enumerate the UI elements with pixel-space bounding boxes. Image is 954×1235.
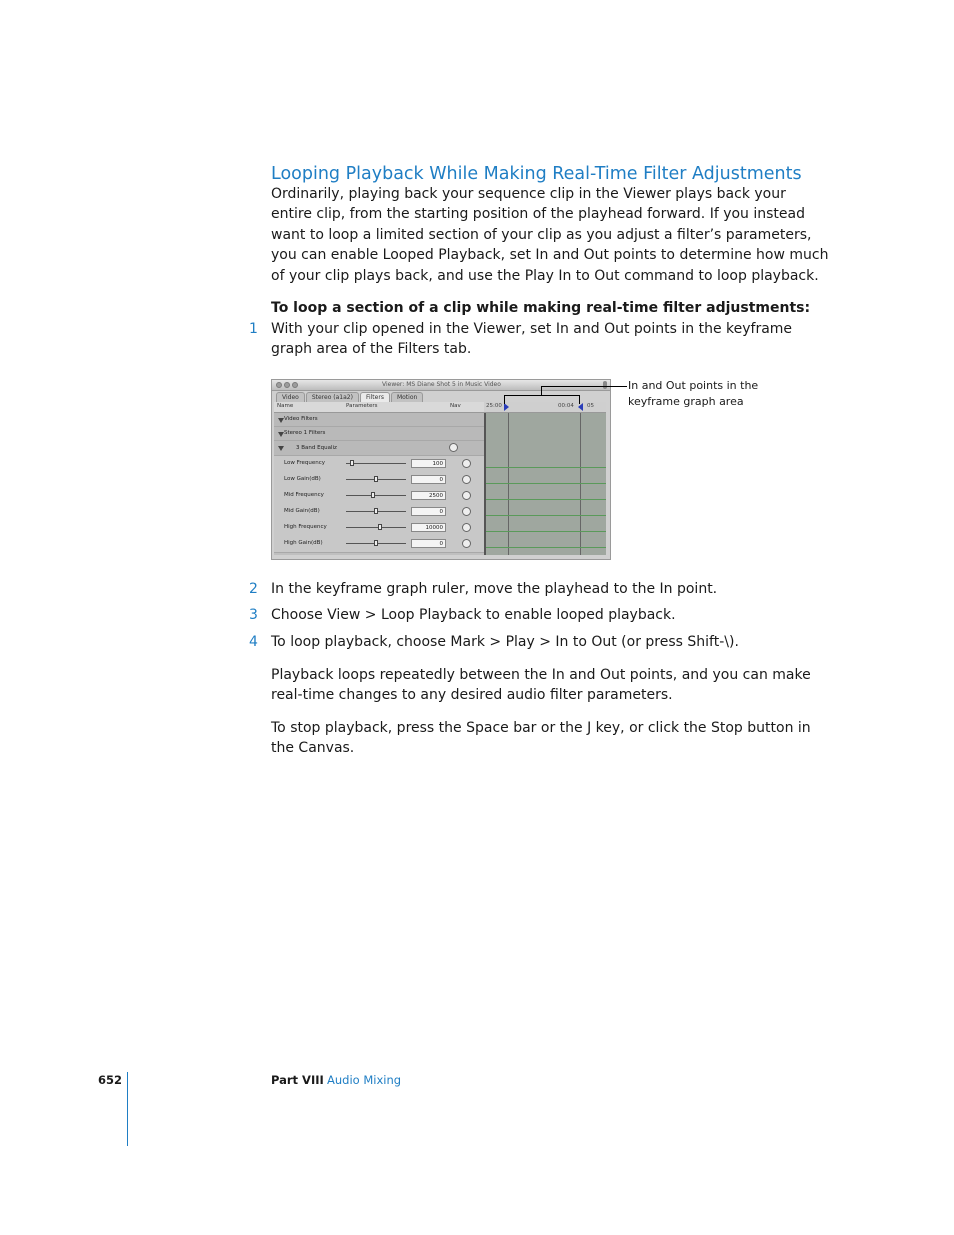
param-slider[interactable]: [346, 495, 406, 496]
callout-leader: [541, 386, 627, 387]
intro-paragraph: Ordinarily, playing back your sequence clip in the Viewer plays back your entire clip, from the starting position of the playhead forward. If you instead want to loop a limited section of your clip as you adjust a filter’s parameters, you can enable Looped Playback, set In and Out points to determine how much of your clip plays back, and use the Play In to Out command to loop playback.: [271, 186, 829, 284]
stop-paragraph: To stop playback, press the Space bar or the J key, or click the Stop button in the Canvas.: [271, 720, 811, 757]
graph-line: [486, 499, 606, 500]
window-title: Viewer: MS Diane Shot 5 in Music Video: [382, 381, 501, 388]
callout-bracket: [579, 395, 580, 404]
keyframe-button-icon[interactable]: [462, 459, 471, 468]
part-title: Audio Mixing: [327, 1073, 402, 1087]
tab-video: Video: [276, 392, 305, 402]
keyframe-ruler: [484, 402, 606, 412]
param-value-field[interactable]: 0: [411, 475, 446, 484]
group-row: [274, 413, 484, 427]
graph-line: [486, 483, 606, 484]
param-name: Mid Frequency: [284, 492, 324, 498]
in-point-marker: [504, 403, 509, 411]
column-nav: Nav: [450, 403, 461, 409]
param-row: [274, 520, 484, 537]
param-value-field[interactable]: 0: [411, 507, 446, 516]
slider-knob[interactable]: [378, 524, 382, 530]
param-slider[interactable]: [346, 527, 406, 528]
param-row: [274, 488, 484, 505]
param-name: High Frequency: [284, 524, 327, 530]
close-window-icon: [276, 382, 282, 388]
param-name: High Gain(dB): [284, 540, 323, 546]
section-heading: Looping Playback While Making Real-Time Filter Adjustments: [271, 164, 802, 184]
graph-line: [486, 515, 606, 516]
filter-row: [274, 441, 484, 456]
keyframe-button-icon[interactable]: [462, 507, 471, 516]
group-row: [274, 427, 484, 441]
footer-rule: [127, 1072, 128, 1146]
step-3-text: Choose View > Loop Playback to enable looped playback.: [271, 607, 676, 623]
slider-knob[interactable]: [374, 540, 378, 546]
ruler-mid-label: 00:04: [558, 403, 574, 409]
group-label: Stereo 1 Filters: [284, 430, 326, 436]
page-number: 652: [98, 1073, 123, 1087]
viewer-tabs: [276, 392, 423, 402]
in-point-line: [508, 413, 509, 555]
ruler-end-label: 05: [587, 403, 594, 409]
resize-grip-icon: [603, 381, 607, 389]
param-slider[interactable]: [346, 463, 406, 464]
slider-knob[interactable]: [374, 476, 378, 482]
tab-filters: Filters: [360, 392, 390, 402]
slider-knob[interactable]: [371, 492, 375, 498]
keyframe-button-icon[interactable]: [462, 475, 471, 484]
filters-tab-screenshot: [271, 379, 611, 560]
group-label: Video Filters: [284, 416, 318, 422]
slider-knob[interactable]: [374, 508, 378, 514]
out-point-marker: [578, 403, 583, 411]
column-parameters: Parameters: [346, 403, 378, 409]
ruler-start-label: 25:00: [486, 403, 502, 409]
param-name: Mid Gain(dB): [284, 508, 320, 514]
param-row: [274, 536, 484, 553]
graph-line: [486, 547, 606, 548]
step-2-text: In the keyframe graph ruler, move the playhead to the In point.: [271, 581, 718, 597]
param-row: [274, 456, 484, 473]
param-name: Low Frequency: [284, 460, 325, 466]
param-value-field[interactable]: 2500: [411, 491, 446, 500]
keyframe-button-icon[interactable]: [462, 539, 471, 548]
filters-content: [274, 402, 606, 555]
result-paragraph: Playback loops repeatedly between the In and Out points, and you can make real-time changes to any desired audio filter parameters.: [271, 667, 811, 704]
param-value-field[interactable]: 10000: [411, 523, 446, 532]
step-4-number: 4: [249, 634, 258, 650]
tab-motion: Motion: [391, 392, 423, 402]
task-title: To loop a section of a clip while making real-time filter adjustments:: [271, 300, 811, 316]
callout-leader: [541, 386, 542, 395]
keyframe-button-icon[interactable]: [462, 523, 471, 532]
param-row: [274, 504, 484, 521]
step-4-text: To loop playback, choose Mark > Play > In to Out (or press Shift-\).: [271, 634, 739, 650]
keyframe-graph: [484, 413, 606, 555]
param-value-field[interactable]: 0: [411, 539, 446, 548]
filter-name: 3 Band Equaliz: [296, 445, 337, 451]
graph-line: [486, 531, 606, 532]
callout-bracket: [504, 395, 505, 404]
step-1-text: With your clip opened in the Viewer, set In and Out points in the keyframe graph area of the Filters tab.: [271, 321, 793, 358]
param-row: [274, 472, 484, 489]
reset-icon: [449, 443, 458, 452]
column-name: Name: [277, 403, 294, 409]
out-point-line: [580, 413, 581, 555]
keyframe-button-icon[interactable]: [462, 491, 471, 500]
zoom-window-icon: [292, 382, 298, 388]
param-slider[interactable]: [346, 479, 406, 480]
callout-bracket: [504, 395, 580, 396]
step-1-number: 1: [249, 321, 258, 337]
param-value-field[interactable]: 100: [411, 459, 446, 468]
param-name: Low Gain(dB): [284, 476, 321, 482]
callout-label: In and Out points in the keyframe graph area: [628, 379, 759, 408]
minimize-window-icon: [284, 382, 290, 388]
param-slider[interactable]: [346, 543, 406, 544]
graph-line: [486, 467, 606, 468]
part-label: Part VIII: [271, 1073, 324, 1087]
step-2-number: 2: [249, 581, 258, 597]
param-slider[interactable]: [346, 511, 406, 512]
step-3-number: 3: [249, 607, 258, 623]
slider-knob[interactable]: [350, 460, 354, 466]
tab-stereo: Stereo (a1a2): [306, 392, 359, 402]
